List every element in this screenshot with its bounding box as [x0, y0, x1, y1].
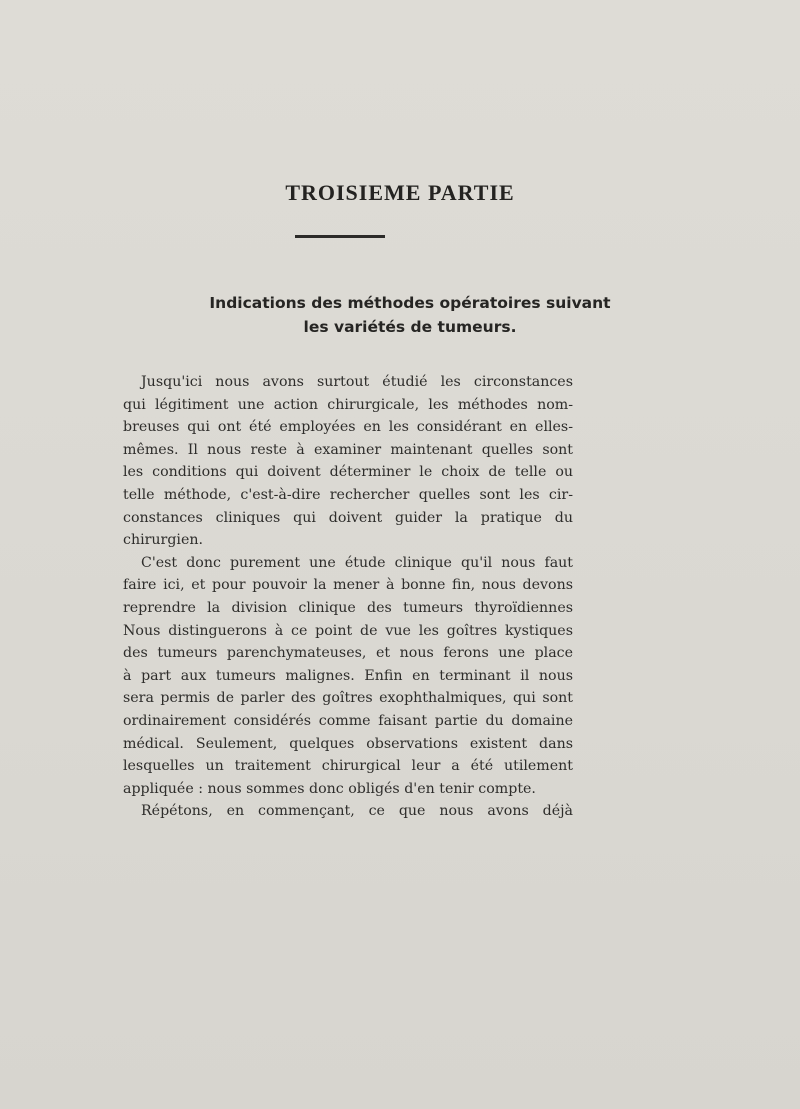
text-line: lesquelles un traitement chirurgical leur a été utilement [123, 758, 573, 775]
text-line: les conditions qui doivent déterminer le choix de telle ou [123, 464, 573, 481]
text-line: Nous distinguerons à ce point de vue les goîtres kystiques [123, 622, 573, 639]
text-line: des tumeurs parenchymateuses, et nous ferons une place [123, 645, 573, 662]
text-line: Jusqu'ici nous avons surtout étudié les circonstances [141, 374, 573, 390]
text-line: reprendre la division clinique des tumeurs thyroïdiennes [123, 599, 573, 616]
text-line: appliquée : nous sommes donc obligés d'en tenir compte. [123, 780, 536, 797]
text-line: breuses qui ont été employées en les considérant en elles- [123, 419, 573, 436]
text-line: faire ici, et pour pouvoir la mener à bonne fin, nous devons [123, 577, 573, 594]
part-title: TROISIEME PARTIE [285, 180, 515, 205]
text-line: Répétons, en commençant, ce que nous avons déjà [141, 803, 573, 820]
text-line: sera permis de parler des goîtres exophthalmiques, qui sont [123, 690, 573, 707]
body-text [123, 371, 573, 823]
section-title [120, 291, 700, 339]
text-line: médical. Seulement, quelques observations existent dans [123, 735, 573, 752]
section-title-line-2: les variétés de tumeurs. [303, 318, 517, 336]
text-line: mêmes. Il nous reste à examiner maintenant quelles sont [123, 441, 573, 458]
text-line: qui légitiment une action chirurgicale, les méthodes nom- [123, 396, 573, 413]
text-line: telle méthode, c'est-à-dire rechercher quelles sont les cir- [123, 486, 573, 503]
text-line: chirurgien. [123, 532, 203, 549]
text-line: ordinairement considérés comme faisant partie du domaine [123, 712, 573, 729]
text-line: C'est donc purement une étude clinique qu'il nous faut [141, 554, 573, 571]
text-line: constances cliniques qui doivent guider la pratique du [123, 509, 573, 526]
text-line: à part aux tumeurs malignes. Enfin en terminant il nous [123, 667, 573, 684]
title-rule [295, 235, 385, 238]
section-title-line-1: Indications des méthodes opératoires suivant [209, 294, 611, 312]
